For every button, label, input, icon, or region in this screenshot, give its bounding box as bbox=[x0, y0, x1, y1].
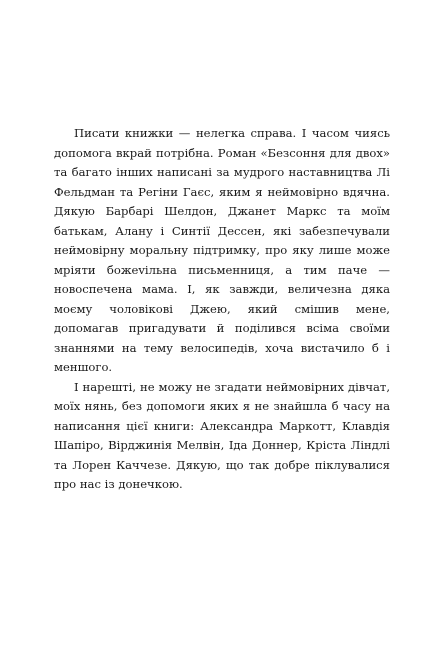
paragraph-1: Писати книжки — нелегка справа. І часом чиясь допомога вкрай потрібна. Роман «Безсоння для двох» та багато інших написані за мудрого наставництва Лі Фельдман та Регіни Гаєс, яким я неймовірно вдячна. Дякую Барбарі Шелдон, Джанет Маркс та моїм батькам, Алану і Синтії Дессен, які забезпечували неймовірну моральну підтримку, про яку лише може мріяти божеvільна письменниця, а тим паче — новоспечена мама. І, як завжди, величезна дяка моєму чоловікові Джею, який смішив мене, допомагав пригадувати й поділився всіма своїми знаннями на тему велосипедів, хоча вистачило б і меншого. bbox=[54, 126, 390, 374]
paragraph-2: І нарешті, не можу не згадати неймовірних дівчат, моїх нянь, без допомоги яких я не знайшла б часу на написання цієї книги: Александра Маркотт, Клавдія Шапіро, Вірджинія Мелвін, Іда Доннер, Кріста Ліндлі та Лорен Каччезе. Дякую, що так добре піклувалися про нас із донечкою. bbox=[54, 379, 390, 491]
acknowledgements-text bbox=[54, 124, 390, 495]
